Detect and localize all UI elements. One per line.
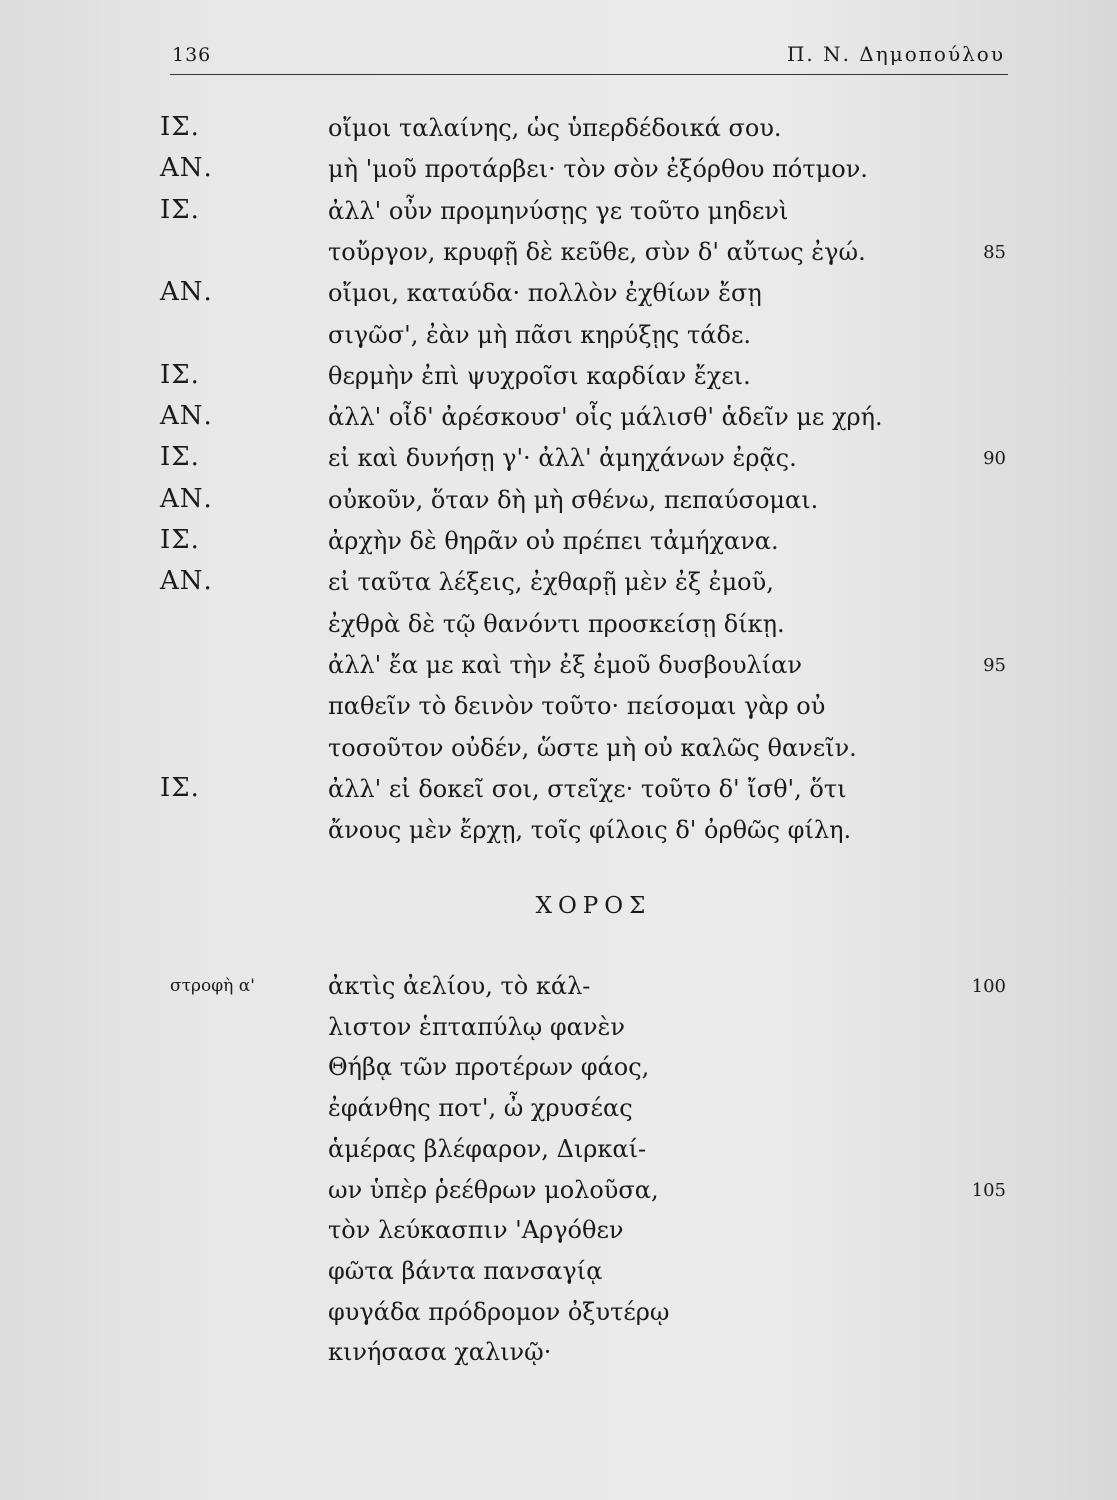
verse-text: οὐκοῦν, ὅταν δὴ μὴ σθένω, πεπαύσομαι. — [328, 485, 819, 514]
verse-line — [0, 484, 900, 522]
choros-heading: ΧΟΡΟΣ — [535, 893, 652, 919]
choral-verse-line — [0, 1011, 900, 1049]
verse-text: ων ὑπὲρ ῥεέθρων μολοῦσα, — [328, 1175, 659, 1204]
line-number: 90 — [983, 448, 1006, 470]
verse-line — [0, 608, 900, 646]
speaker-label: ΙΣ. — [160, 112, 200, 142]
speaker-label: ΑΝ. — [160, 483, 213, 514]
verse-text: οἴμοι ταλαίνης, ὡς ὑπερδέδοικά σου. — [328, 114, 782, 142]
verse-text: οἴμοι, καταύδα· πολλὸν ἐχθίων ἔσῃ — [328, 279, 762, 308]
verse-text: ἀλλ' οὖν προμηνύσῃς γε τοῦτο μηδενὶ — [328, 196, 789, 225]
verse-line — [0, 236, 1006, 274]
verse-text: σιγῶσ', ἐὰν μὴ πᾶσι κηρύξῃς τάδε. — [328, 320, 751, 349]
verse-text: ἐχθρὰ δὲ τῷ θανόντι προσκείσῃ δίκῃ. — [328, 609, 785, 638]
verse-text: ἄνους μὲν ἔρχῃ, τοῖς φίλοις δ' ὀρθῶς φίλη. — [328, 816, 852, 845]
verse-text: λιστον ἑπταπύλῳ φανὲν — [328, 1012, 625, 1041]
verse-line — [0, 360, 900, 398]
strophe-label: στροφὴ α' — [170, 976, 255, 996]
verse-text: τοὔργον, κρυφῇ δὲ κεῦθε, σὺν δ' αὔτως ἐγώ. — [328, 237, 866, 266]
speaker-label: ΙΣ. — [160, 194, 200, 225]
verse-line — [0, 401, 900, 439]
verse-line — [0, 277, 900, 315]
choral-verse-line — [0, 1296, 900, 1334]
verse-text: ἐφάνθης ποτ', ὦ χρυσέας — [328, 1094, 633, 1123]
speaker-label: ΙΣ. — [160, 359, 200, 390]
speaker-label: ΑΝ. — [160, 401, 213, 432]
verse-text: τοσοῦτον οὐδέν, ὥστε μὴ οὐ καλῶς θανεῖν. — [328, 733, 857, 762]
speaker-label: ΑΝ. — [160, 153, 213, 184]
verse-text: ἀλλ' οἶδ' ἀρέσκουσ' οἷς μάλισθ' ἁδεῖν με χρή. — [328, 403, 883, 432]
verse-line — [0, 442, 1006, 480]
verse-text: θερμὴν ἐπὶ ψυχροῖσι καρδίαν ἔχει. — [328, 361, 751, 390]
line-number: 105 — [971, 1179, 1006, 1201]
verse-text: ἀρχὴν δὲ θηρᾶν οὐ πρέπει τἀμήχανα. — [328, 527, 779, 555]
verse-line — [0, 153, 900, 191]
verse-text: ἁμέρας βλέφαρον, Διρκαί- — [328, 1134, 647, 1163]
verse-text: φυγάδα πρόδρομον ὀξυτέρῳ — [328, 1297, 670, 1326]
line-number: 100 — [971, 976, 1006, 997]
choral-verse-line — [0, 1092, 900, 1130]
speaker-label: ΑΝ. — [160, 277, 213, 308]
verse-text: κινήσασα χαλινῷ· — [328, 1338, 552, 1367]
line-number: 85 — [983, 241, 1006, 263]
verse-text: παθεῖν τὸ δεινὸν τοῦτο· πείσομαι γὰρ οὐ — [328, 692, 826, 721]
verse-text: εἰ καὶ δυνήσῃ γ'· ἀλλ' ἀμηχάνων ἐρᾷς. — [328, 444, 797, 473]
speaker-label: ΙΣ. — [160, 442, 200, 473]
verse-text: μὴ 'μοῦ προτάρβει· τὸν σὸν ἐξόρθου πότμον. — [328, 155, 868, 184]
running-head: Π. Ν. Δημοπούλου — [786, 42, 1005, 66]
choral-verse-line — [0, 1255, 900, 1293]
verse-text: φῶτα βάντα πανσαγίᾳ — [328, 1256, 603, 1285]
verse-line — [0, 773, 900, 811]
verse-line — [0, 319, 900, 357]
verse-text: ἀκτὶς ἀελίου, τὸ κάλ- — [328, 972, 591, 1000]
verse-text: εἰ ταῦτα λέξεις, ἐχθαρῇ μὲν ἐξ ἐμοῦ, — [328, 568, 774, 597]
page-number: 136 — [172, 44, 212, 66]
speaker-label: ΑΝ. — [160, 566, 213, 597]
speaker-label: ΙΣ. — [160, 772, 200, 803]
choral-verse-line — [0, 1174, 1006, 1212]
choral-verse-line — [0, 1133, 900, 1171]
header-rule — [170, 74, 1008, 75]
verse-line — [0, 566, 900, 604]
verse-line — [0, 649, 1006, 687]
verse-line — [0, 732, 900, 770]
verse-text: ἀλλ' ἔα με καὶ τὴν ἐξ ἐμοῦ δυσβουλίαν — [328, 650, 802, 679]
verse-line — [0, 195, 900, 233]
speaker-label: ΙΣ. — [160, 525, 200, 555]
verse-text: Θήβᾳ τῶν προτέρων φάος, — [328, 1053, 650, 1082]
verse-line — [0, 112, 900, 150]
choral-verse-line — [0, 1214, 900, 1252]
verse-text: ἀλλ' εἰ δοκεῖ σοι, στεῖχε· τοῦτο δ' ἴσθ', ὅτι — [328, 774, 847, 803]
verse-line — [0, 690, 900, 728]
choral-verse-line — [0, 1336, 900, 1374]
line-number: 95 — [983, 654, 1006, 676]
verse-line — [0, 814, 900, 852]
verse-line — [0, 525, 900, 563]
choral-verse-line — [0, 970, 1006, 1008]
choral-verse-line — [0, 1051, 900, 1089]
verse-text: τὸν λεύκασπιν 'Αργόθεν — [328, 1216, 624, 1245]
